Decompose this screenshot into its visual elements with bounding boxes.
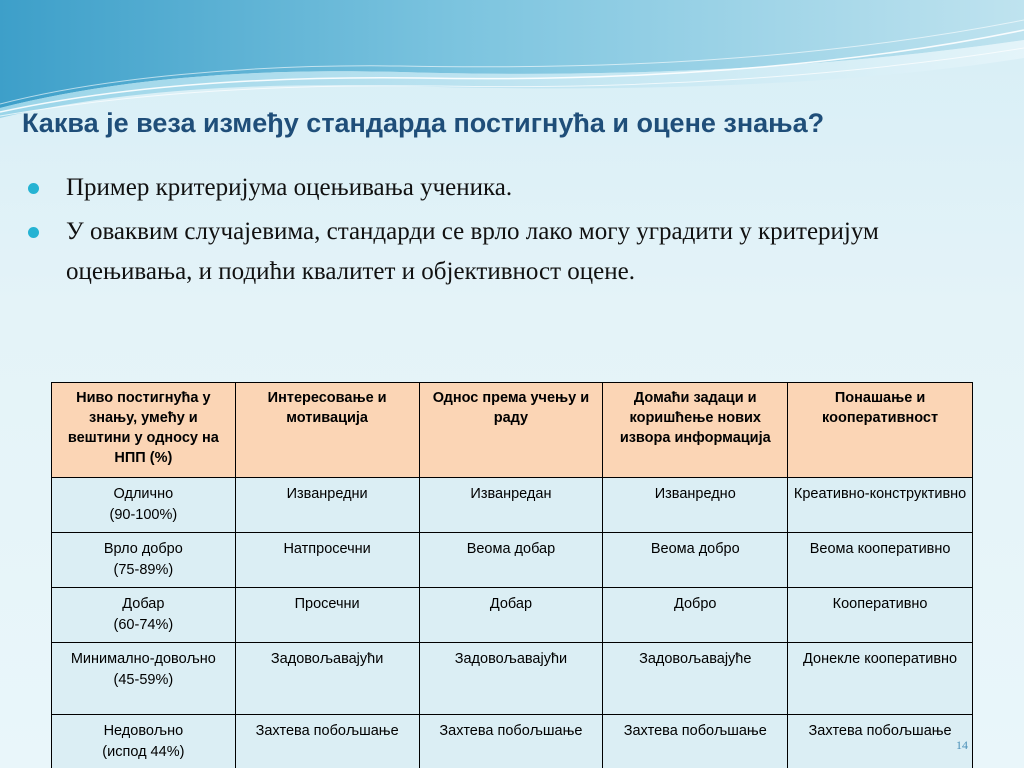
bullet-item <box>28 168 978 208</box>
table-cell: Изванредни <box>235 478 419 533</box>
table-cell: Изванредно <box>603 478 788 533</box>
slide-title: Каква је веза између стандарда постигнућа и оцене знања? <box>22 108 825 138</box>
table-cell: Просечни <box>235 588 419 643</box>
table-header-row <box>52 383 973 478</box>
criteria-table <box>51 382 973 768</box>
table-cell: Добар <box>419 588 603 643</box>
table-cell: Добар (60-74%) <box>52 588 236 643</box>
table-cell: Недовољно (испод 44%) <box>52 715 236 768</box>
table-cell: Веома добро <box>603 533 788 588</box>
table-cell: Одлично (90-100%) <box>52 478 236 533</box>
table-cell: Задовољавајуће <box>603 643 788 715</box>
bullet-text: У оваквим случајевима, стандарди се врло лако могу уградити у критеријум оцењивања, и подићи квалитет и објективност оцене. <box>66 218 879 285</box>
table-cell: Кооперативно <box>788 588 973 643</box>
table-cell: Веома кооперативно <box>788 533 973 588</box>
header-cell: Ниво постигнућа у знању, умећу и вештини у односу на НПП (%) <box>52 383 236 478</box>
bullet-list <box>28 168 978 296</box>
table-cell: Изванредан <box>419 478 603 533</box>
page-number: 14 <box>956 738 968 752</box>
table-cell: Захтева побољшање <box>603 715 788 768</box>
bullet-text: Пример критеријума оцењивања ученика. <box>66 174 513 201</box>
table-row <box>52 588 973 643</box>
table-row <box>52 533 973 588</box>
table-row <box>52 643 973 715</box>
header-cell: Однос према учењу и раду <box>419 383 603 478</box>
table-cell: Захтева побољшање <box>235 715 419 768</box>
table-cell: Захтева побољшање <box>419 715 603 768</box>
table-cell: Врло добро (75-89%) <box>52 533 236 588</box>
bullet-icon <box>28 183 39 194</box>
header-cell: Домаћи задаци и коришћење нових извора информација <box>603 383 788 478</box>
table-cell: Захтева побољшање <box>788 715 973 768</box>
table-row <box>52 478 973 533</box>
table-cell: Добро <box>603 588 788 643</box>
table-cell: Донекле кооперативно <box>788 643 973 715</box>
header-cell: Интересовање и мотивација <box>235 383 419 478</box>
bullet-item <box>28 212 978 292</box>
header-cell: Понашање и кооперативност <box>788 383 973 478</box>
table-cell: Натпросечни <box>235 533 419 588</box>
table-cell: Задовољавајући <box>235 643 419 715</box>
bullet-icon <box>28 227 39 238</box>
table-cell: Креативно-конструктивно <box>788 478 973 533</box>
table-cell: Задовољавајући <box>419 643 603 715</box>
table-cell: Веома добар <box>419 533 603 588</box>
table-row <box>52 715 973 768</box>
table-cell: Минимално-довољно (45-59%) <box>52 643 236 715</box>
